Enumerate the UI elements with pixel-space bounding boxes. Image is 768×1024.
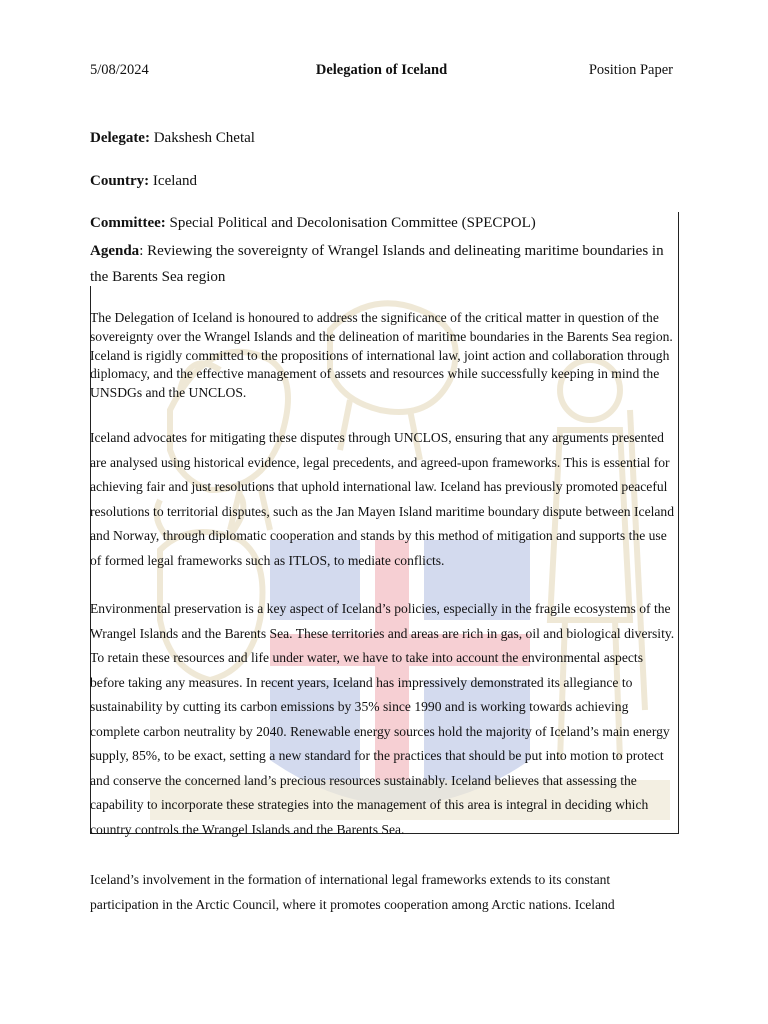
agenda-label: Agenda (90, 243, 140, 259)
frame-right-border (678, 212, 679, 834)
country-line (90, 173, 197, 190)
delegate-label: Delegate: (90, 130, 150, 146)
delegate-value: Dakshesh Chetal (153, 130, 255, 146)
agenda-value: : Reviewing the sovereignty of Wrangel Islands and delineating maritime boundaries in the Barents Sea region (90, 243, 664, 285)
header-doc-type: Position Paper (588, 62, 673, 78)
body-paragraph-4: Iceland’s involvement in the formation of international legal frameworks extends to its constant participation in the Arctic Council, where it promotes cooperation among Arctic nations. Iceland (90, 872, 615, 912)
agenda-line (90, 238, 675, 290)
committee-label: Committee: (90, 215, 166, 231)
committee-value: Special Political and Decolonisation Committee (SPECPOL) (169, 215, 536, 231)
body-paragraph-2: Iceland advocates for mitigating these disputes through UNCLOS, ensuring that any arguments presented are analysed using historical evidence, legal precedents, and agreed-upon frameworks. This is essential for achieving fair and just resolutions that uphold international law. Iceland has previously promoted peaceful resolutions to territorial disputes, such as the Jan Mayen Island maritime boundary dispute between Iceland and Norway, through diplomatic cooperation and stands by this method of mitigation and supports the use of formed legal frameworks such as ITLOS, to mediate conflicts. (90, 430, 675, 568)
body-paragraph-3: Environmental preservation is a key aspect of Iceland’s policies, especially in the fragile ecosystems of the Wrangel Islands and the Barents Sea. These territories and areas are rich in gas, oil and biological diversity. To retain these resources and life under water, we have to take into account the environmental aspects before taking any measures. In recent years, Iceland has impressively demonstrated its allegiance to sustainability by cutting its carbon emissions by 35% since 1990 and is working towards achieving complete carbon neutrality by 2040. Renewable energy sources hold the majority of Iceland’s main energy supply, 85%, to be exact, setting a new standard for the practices that should be put into motion to protect and conserve the concerned land’s precious resources sustainably. Iceland believes that assessing the capability to incorporate these strategies into the management of this area is integral in deciding which country controls the Wrangel Islands and the Barents Sea. (90, 601, 675, 837)
country-value: Iceland (152, 173, 198, 189)
delegate-line (90, 130, 255, 147)
document-header (90, 62, 673, 84)
header-date: 5/08/2024 (90, 62, 149, 78)
committee-line (90, 215, 536, 232)
country-label: Country: (90, 173, 150, 189)
header-title: Delegation of Iceland (315, 62, 448, 78)
body-paragraph-1: The Delegation of Iceland is honoured to address the significance of the critical matter in question of the sovereignty over the Wrangel Islands and the delineation of maritime boundaries in the Barents Sea region. Iceland is rigidly committed to the propositions of international law, joint action and collaboration through diplomacy, and the effective management of assets and resources while successfully keeping in mind the UNSDGs and the UNCLOS. (90, 310, 673, 401)
